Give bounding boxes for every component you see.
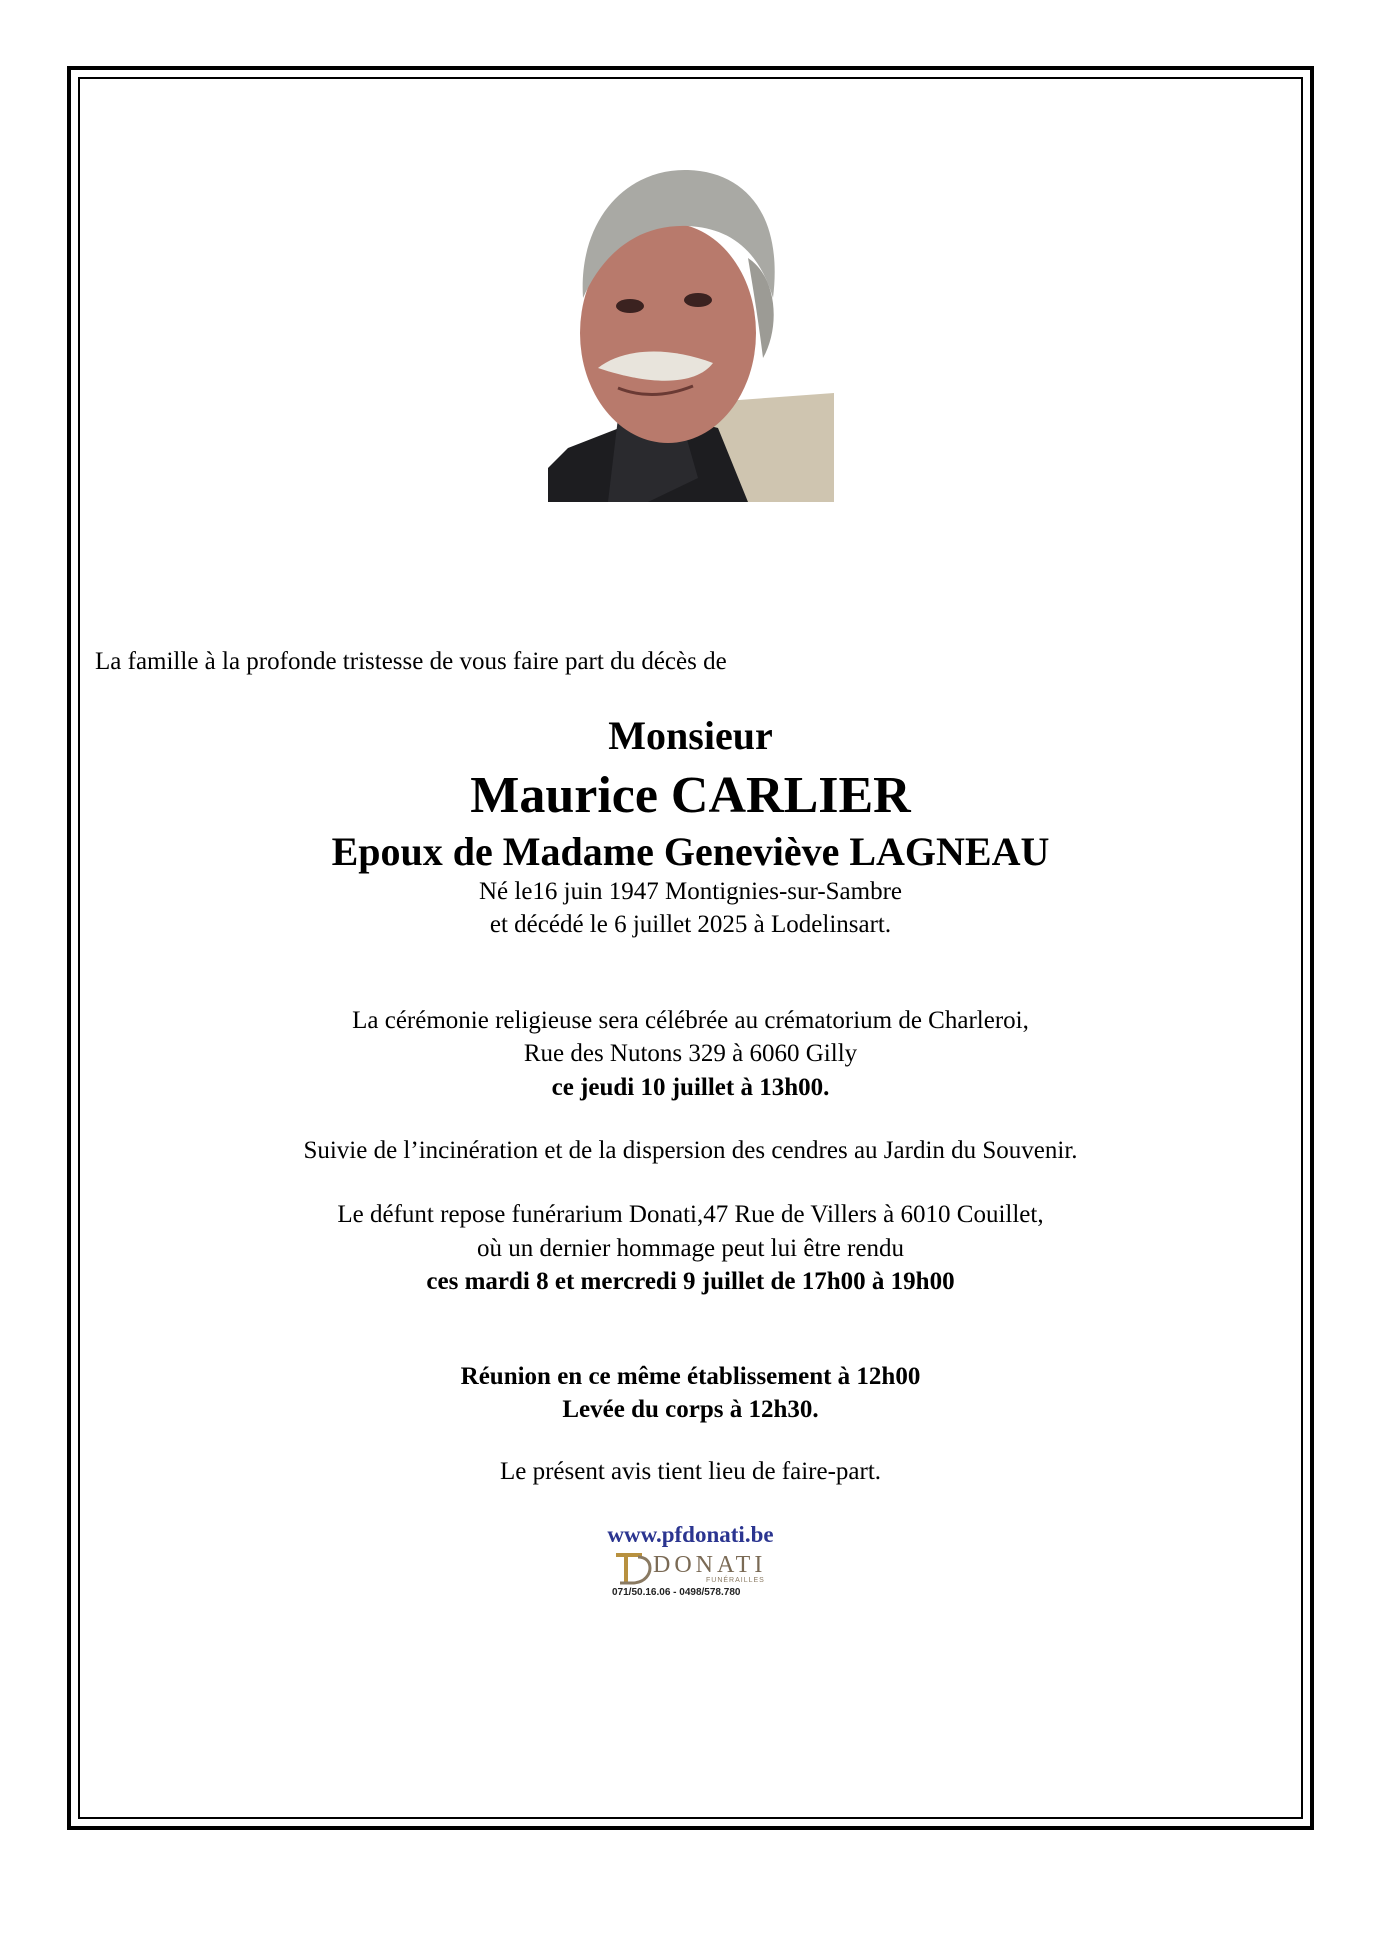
rest-line-1: Le défunt repose funérarium Donati,47 Rue de Villers à 6010 Couillet, xyxy=(337,1201,1044,1228)
spouse-line: Epoux de Madame Geneviève LAGNEAU xyxy=(331,829,1050,874)
website-link[interactable]: www.pfdonati.be xyxy=(607,1522,774,1547)
departure-line: Levée du corps à 12h30. xyxy=(562,1396,819,1423)
visitation-dates: ces mardi 8 et mercredi 9 juillet de 17h00 à 19h00 xyxy=(426,1268,955,1295)
honorific: Monsieur xyxy=(608,713,773,758)
donati-monogram-icon xyxy=(612,1551,652,1585)
closing-note: Le présent avis tient lieu de faire-part. xyxy=(499,1458,882,1485)
logo-subtitle: FUNÉRAILLES xyxy=(706,1577,765,1584)
donati-logo xyxy=(612,1551,772,1601)
death-line: et décédé le 6 juillet 2025 à Lodelinsart. xyxy=(489,911,892,938)
birth-line: Né le16 juin 1947 Montignies-sur-Sambre xyxy=(478,878,903,905)
ceremony-line-1: La cérémonie religieuse sera célébrée au crématorium de Charleroi, xyxy=(352,1007,1029,1034)
ceremony-line-2: Rue des Nutons 329 à 6060 Gilly xyxy=(523,1040,858,1067)
phone-numbers: 071/50.16.06 - 0498/578.780 xyxy=(612,1587,741,1598)
logo-wordmark: DONATI xyxy=(653,1552,767,1578)
deceased-name: Maurice CARLIER xyxy=(470,767,911,824)
cremation-line: Suivie de l’incinération et de la dispersion des cendres au Jardin du Souvenir. xyxy=(303,1137,1078,1164)
gathering-line: Réunion en ce même établissement à 12h00 xyxy=(460,1363,921,1390)
ceremony-date: ce jeudi 10 juillet à 13h00. xyxy=(551,1074,830,1101)
portrait-photo xyxy=(548,158,834,502)
rest-line-2: où un dernier hommage peut lui être rendu xyxy=(477,1235,904,1262)
intro-text: La famille à la profonde tristesse de vous faire part du décès de xyxy=(95,648,727,675)
